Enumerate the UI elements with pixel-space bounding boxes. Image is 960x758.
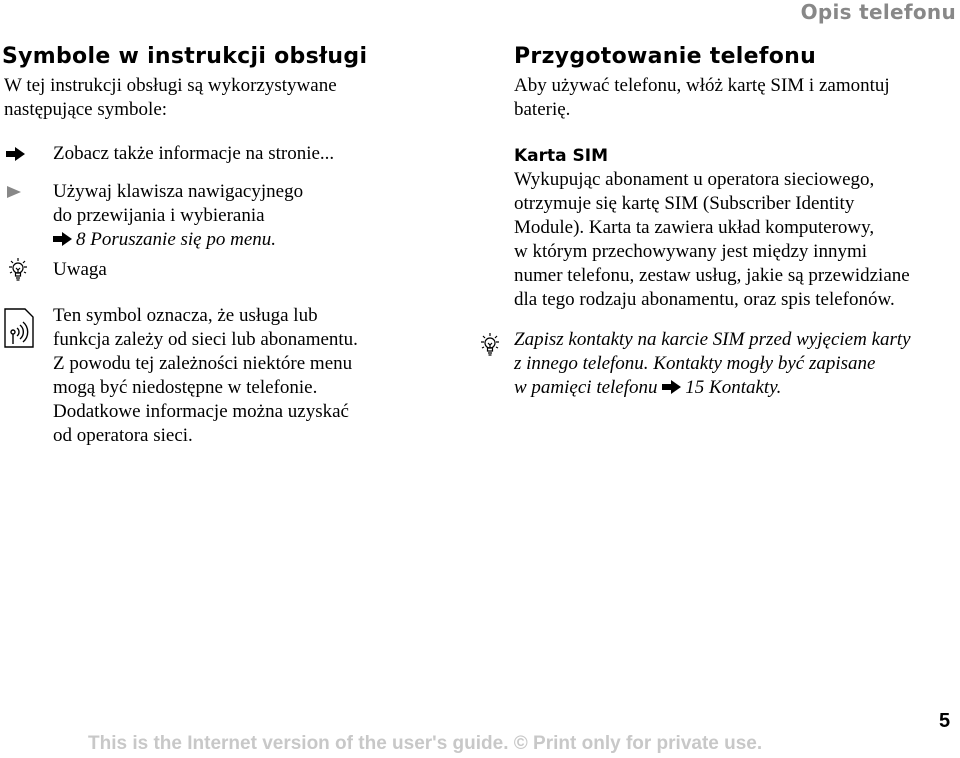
- text-line: następujące symbole:: [4, 99, 168, 120]
- text-line: Z powodu tej zależności niektóre menu: [53, 353, 353, 374]
- cross-reference[interactable]: [53, 228, 303, 252]
- reference-text: 15 Kontakty.: [685, 377, 782, 398]
- cross-reference[interactable]: [662, 377, 781, 398]
- text-line: W tej instrukcji obsługi są wykorzystywane: [4, 75, 337, 96]
- text-line: z innego telefonu. Kontakty mogły być zapisane: [514, 353, 876, 374]
- arrow-right-icon: [53, 232, 72, 246]
- symbol-see-also: [53, 142, 334, 166]
- text-line: numer telefonu, zestaw usług, jakie są przewidziane: [514, 265, 910, 286]
- text-line: w pamięci telefonu: [514, 377, 658, 398]
- text-line: baterię.: [514, 99, 571, 120]
- lightbulb-icon: [478, 332, 502, 358]
- text-line: Używaj klawisza nawigacyjnego: [53, 181, 304, 202]
- triangle-right-icon: [7, 186, 21, 198]
- symbol-note: [53, 258, 107, 282]
- reference-text: 8 Poruszanie się po menu.: [76, 229, 277, 250]
- text-line: dla tego rodzaju abonamentu, oraz spis telefonów.: [514, 289, 895, 310]
- symbol-navigation: [53, 180, 303, 252]
- section-subtitle: Karta SIM: [514, 146, 609, 166]
- text-line: funkcja zależy od sieci lub abonamentu.: [53, 329, 358, 350]
- text-line: do przewijania i wybierania: [53, 205, 265, 226]
- footer-notice: This is the Internet version of the user's guide. © Print only for private use.: [88, 733, 763, 754]
- network-service-icon: [4, 308, 34, 348]
- arrow-right-icon: [662, 380, 681, 394]
- text-line: od operatora sieci.: [53, 425, 193, 446]
- text-line: Wykupując abonament u operatora sieciowego,: [514, 169, 875, 190]
- arrow-right-icon: [6, 147, 25, 161]
- page-title-left: Symbole w instrukcji obsługi: [2, 44, 368, 69]
- text-line: Zobacz także informacje na stronie...: [53, 143, 335, 164]
- text-line: otrzymuje się kartę SIM (Subscriber Identity: [514, 193, 855, 214]
- page-number: 5: [939, 710, 951, 732]
- text-line: Uwaga: [53, 259, 107, 280]
- left-intro: [4, 74, 337, 122]
- text-line: Ten symbol oznacza, że usługa lub: [53, 305, 318, 326]
- text-line: w którym przechowywany jest między innymi: [514, 241, 868, 262]
- text-line: Module). Karta ta zawiera układ komputerowy,: [514, 217, 875, 238]
- right-intro: [514, 74, 890, 122]
- text-line: Dodatkowe informacje można uzyskać: [53, 401, 349, 422]
- section-header: Opis telefonu: [800, 0, 956, 24]
- tip-note: [514, 328, 911, 400]
- text-line: Zapisz kontakty na karcie SIM przed wyjęciem karty: [514, 329, 911, 350]
- symbol-network-service: [53, 304, 358, 448]
- tip-reference-line: [514, 376, 911, 400]
- text-line: Aby używać telefonu, włóż kartę SIM i zamontuj: [514, 75, 890, 96]
- lightbulb-icon: [6, 257, 30, 283]
- sim-body: [514, 168, 910, 312]
- page-title-right: Przygotowanie telefonu: [514, 44, 817, 69]
- text-line: mogą być niedostępne w telefonie.: [53, 377, 318, 398]
